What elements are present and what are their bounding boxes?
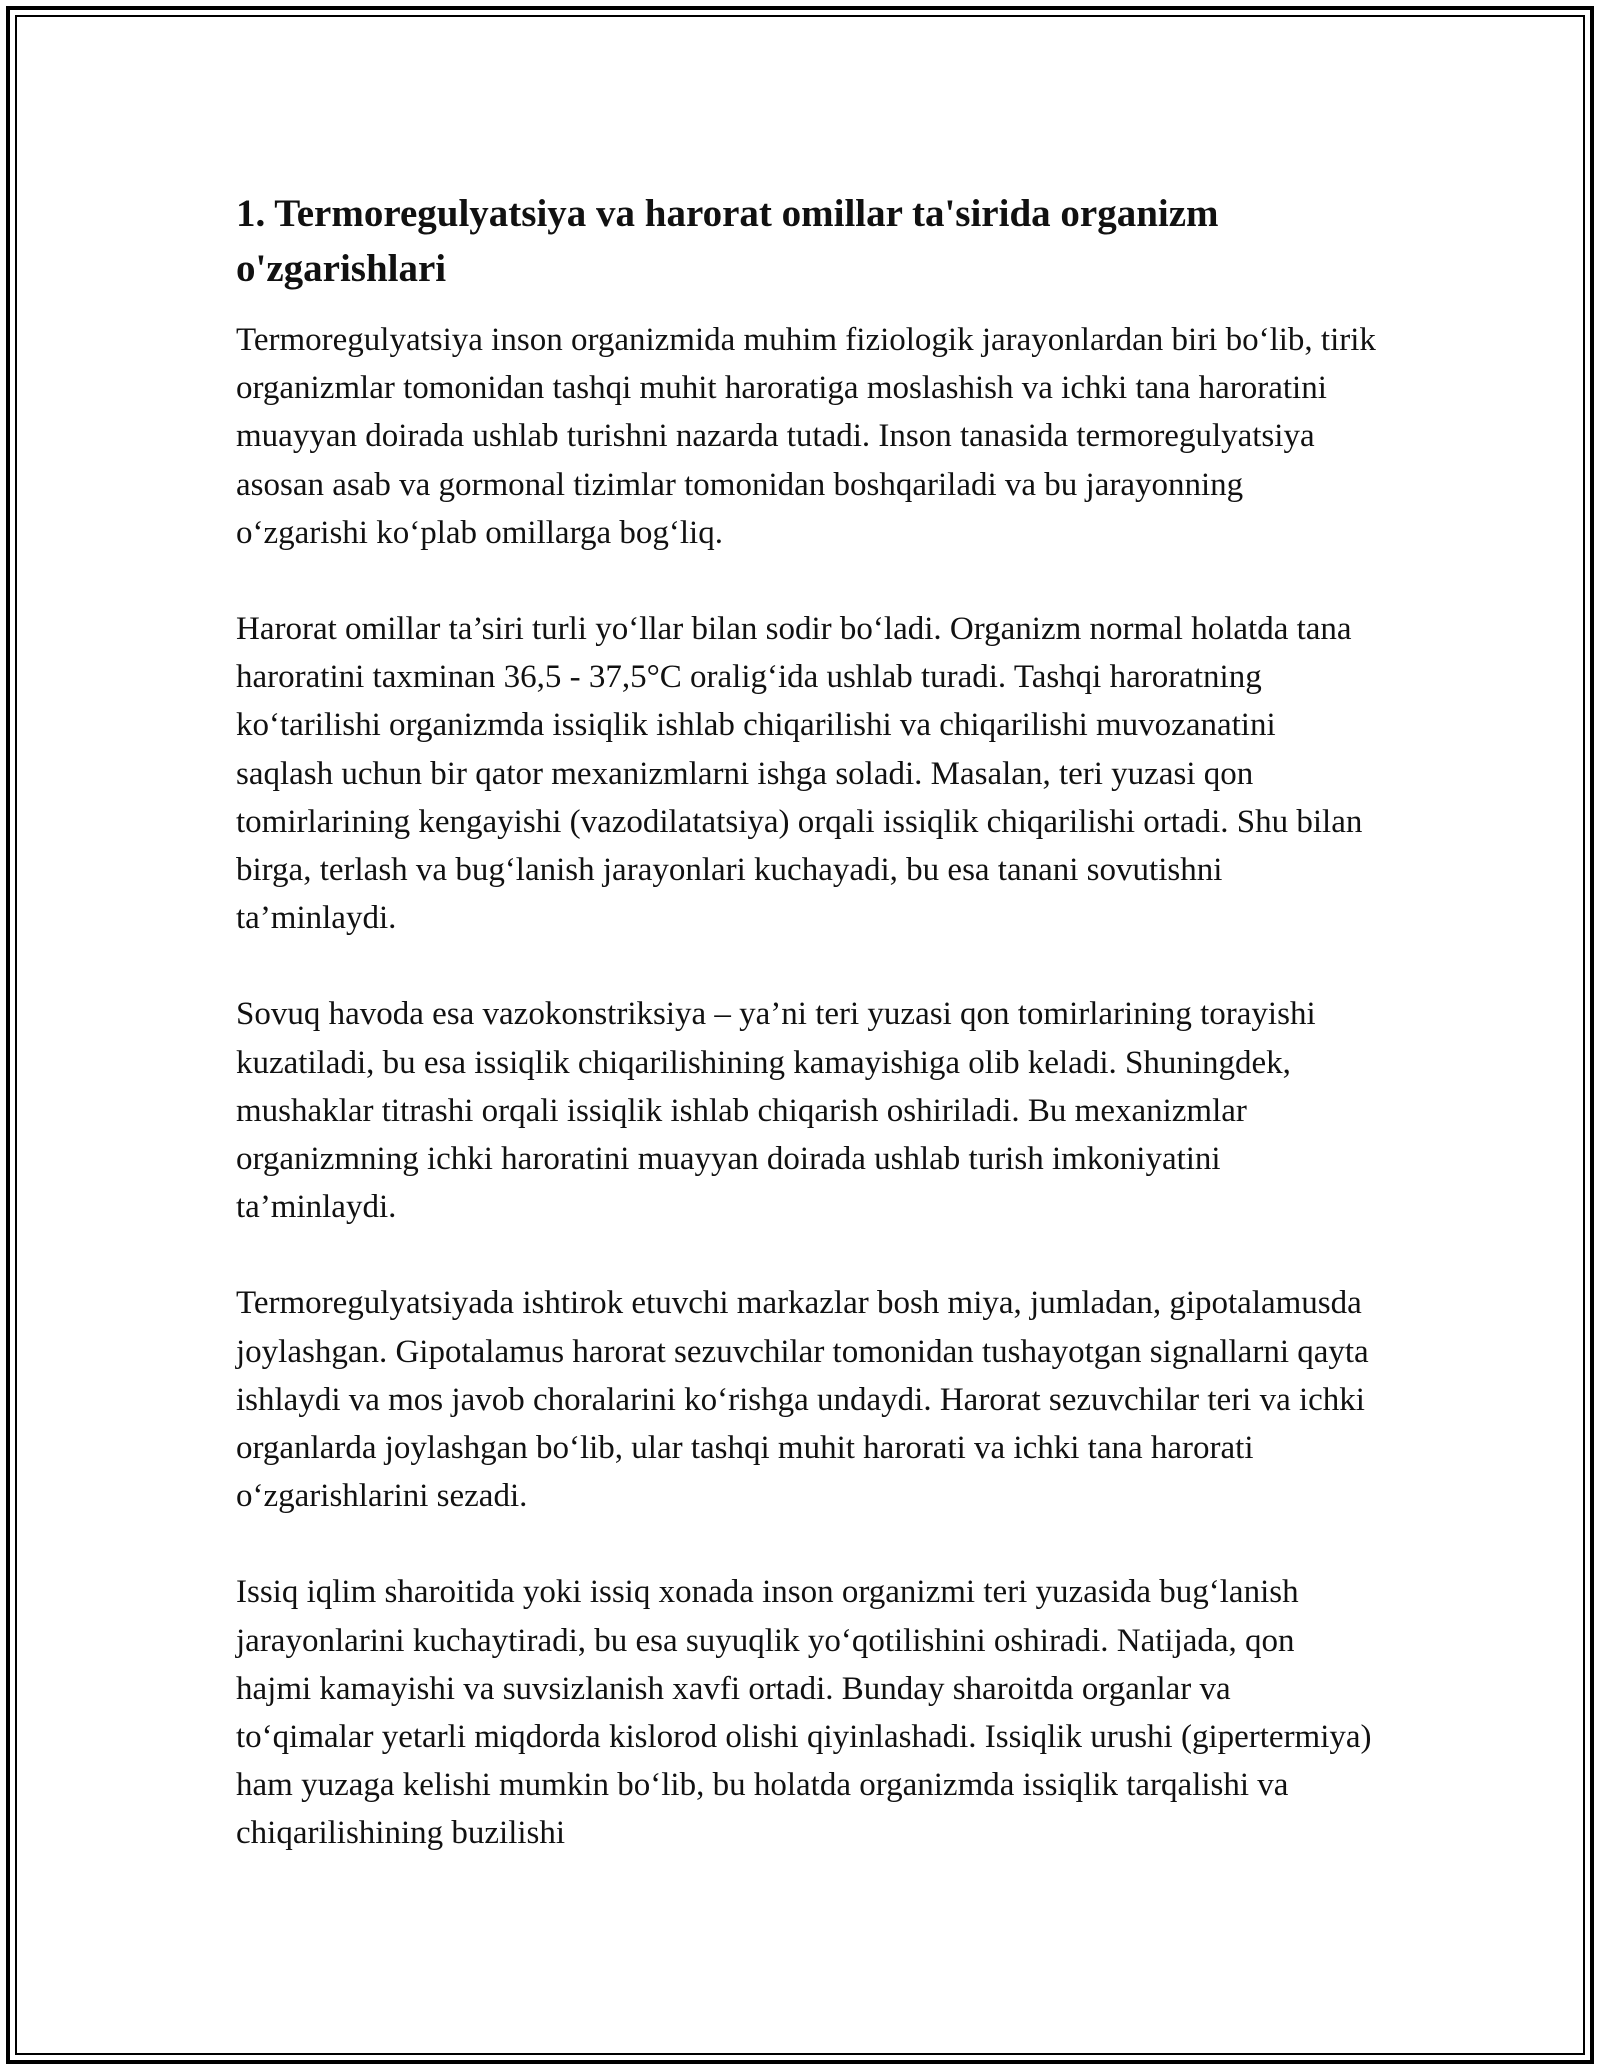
paragraph-1: Termoregulyatsiya inson organizmida muhim fiziologik jarayonlardan biri bo‘lib, tirik organizmlar tomonidan tashqi muhit haroratiga moslashish va ichki tana haroratini muayyan doirada ushlab turishni nazarda tutadi. Inson tanasida termoregulyatsiya asosan asab va gormonal tizimlar tomonidan boshqariladi va bu jarayonning o‘zgarishi ko‘plab omillarga bog‘liq. [236,322,1376,551]
paragraph-3: Sovuq havoda esa vazokonstriksiya – ya’ni teri yuzasi qon tomirlarining torayishi kuzatiladi, bu esa issiqlik chiqarilishining kamayishiga olib keladi. Shuningdek, mushaklar titrashi orqali issiqlik ishlab chiqarish oshiriladi. Bu mexanizmlar organizmning ichki haroratini muayyan doirada ushlab turish imkoniyatini ta’minlaydi. [236,996,1316,1226]
paragraph-5: Issiq iqlim sharoitida yoki issiq xonada inson organizmi teri yuzasida bug‘lanish jarayonlarini kuchaytiradi, bu esa suyuqlik yo‘qotilishini oshiradi. Natijada, qon hajmi kamayishi va suvsizlanish xavfi ortadi. Bunday sharoitda organlar va to‘qimalar yetarli miqdorda kislorod olishi qiyinlashadi. Issiqlik urushi (gipertermiya) ham yuzaga kelishi mumkin bo‘lib, bu holatda organizmda issiqlik tarqalishi va chiqarilishining buzilishi [236,1574,1372,1852]
section-heading: 1. Termoregulyatsiya va harorat omillar ta'sirida organizm o'zgarishlari [236,192,1219,290]
paragraph-2: Harorat omillar ta’siri turli yo‘llar bilan sodir bo‘ladi. Organizm normal holatda tana haroratini taxminan 36,5 - 37,5°C oralig‘ida ushlab turadi. Tashqi haroratning ko‘tarilishi organizmda issiqlik ishlab chiqarilishi va chiqarilishi muvozanatini saqlash uchun bir qator mexanizmlarni ishga soladi. Masalan, teri yuzasi qon tomirlarining kengayishi (vazodilatatsiya) orqali issiqlik chiqarilishi ortadi. Shu bilan birga, terlash va bug‘lanish jarayonlari kuchayadi, bu esa tanani sovutishni ta’minlaydi. [236,611,1363,937]
paragraph-4: Termoregulyatsiyada ishtirok etuvchi markazlar bosh miya, jumladan, gipotalamusda joylashgan. Gipotalamus harorat sezuvchilar tomonidan tushayotgan signallarni qayta ishlaydi va mos javob choralarini ko‘rishga undaydi. Harorat sezuvchilar teri va ichki organlarda joylashgan bo‘lib, ular tashqi muhit harorati va ichki tana harorati o‘zgarishlarini sezadi. [236,1285,1369,1515]
document-body [236,186,1376,1858]
